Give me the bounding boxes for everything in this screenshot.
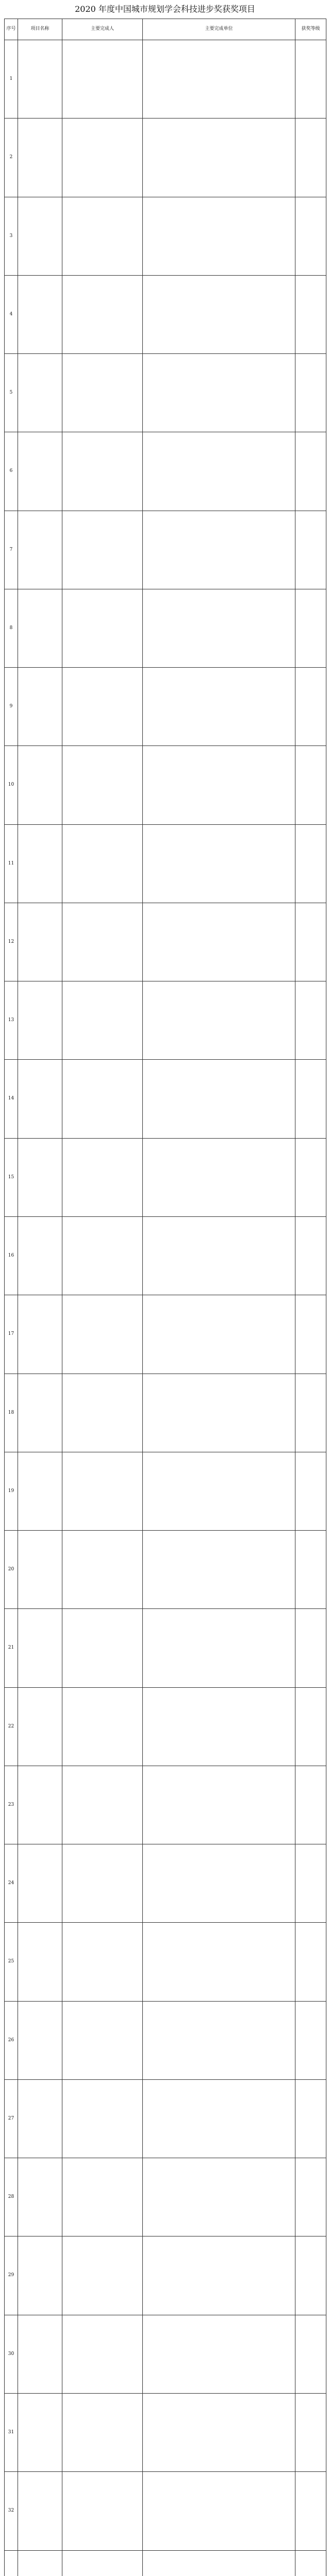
cell-project bbox=[18, 2079, 62, 2158]
cell-units bbox=[143, 1531, 295, 1609]
table-row bbox=[5, 1531, 326, 1609]
cell-project bbox=[18, 1766, 62, 1844]
cell-project bbox=[18, 1452, 62, 1530]
table-row bbox=[5, 2079, 326, 2158]
cell-project bbox=[18, 1844, 62, 1923]
cell-people bbox=[62, 1609, 143, 1687]
table-row bbox=[5, 511, 326, 589]
cell-units bbox=[143, 118, 295, 197]
cell-people bbox=[62, 432, 143, 511]
cell-num: 4 bbox=[5, 275, 18, 353]
cell-project bbox=[18, 2315, 62, 2393]
table-row bbox=[5, 354, 326, 432]
table-row bbox=[5, 1766, 326, 1844]
cell-grade bbox=[295, 1844, 326, 1923]
cell-grade bbox=[295, 1216, 326, 1295]
cell-grade bbox=[295, 746, 326, 824]
table-row bbox=[5, 589, 326, 667]
cell-num: 28 bbox=[5, 2158, 18, 2236]
cell-num: 5 bbox=[5, 354, 18, 432]
table-header-row bbox=[5, 19, 326, 40]
cell-project bbox=[18, 1374, 62, 1452]
cell-people bbox=[62, 1531, 143, 1609]
cell-units bbox=[143, 1923, 295, 2001]
table-row bbox=[5, 118, 326, 197]
cell-project bbox=[18, 1923, 62, 2001]
cell-units bbox=[143, 1844, 295, 1923]
cell-project bbox=[18, 1609, 62, 1687]
cell-num: 23 bbox=[5, 1766, 18, 1844]
cell-project bbox=[18, 118, 62, 197]
cell-num: 13 bbox=[5, 981, 18, 1060]
cell-grade bbox=[295, 1766, 326, 1844]
cell-grade bbox=[295, 1687, 326, 1766]
header-grade: 获奖等级 bbox=[295, 19, 326, 40]
cell-units bbox=[143, 1609, 295, 1687]
table-row bbox=[5, 1452, 326, 1530]
cell-num: 2 bbox=[5, 118, 18, 197]
cell-project bbox=[18, 432, 62, 511]
cell-project bbox=[18, 981, 62, 1060]
table-row bbox=[5, 1216, 326, 1295]
cell-units bbox=[143, 903, 295, 981]
cell-grade bbox=[295, 589, 326, 667]
cell-people bbox=[62, 2236, 143, 2315]
table-row bbox=[5, 1374, 326, 1452]
cell-grade bbox=[295, 824, 326, 903]
cell-people bbox=[62, 2001, 143, 2079]
cell-people bbox=[62, 354, 143, 432]
header-people: 主要完成人 bbox=[62, 19, 143, 40]
cell-num: 24 bbox=[5, 1844, 18, 1923]
cell-project bbox=[18, 2393, 62, 2471]
cell-units bbox=[143, 824, 295, 903]
cell-units bbox=[143, 2079, 295, 2158]
cell-num: 31 bbox=[5, 2393, 18, 2471]
table-row bbox=[5, 2472, 326, 2550]
cell-project bbox=[18, 2472, 62, 2550]
cell-project bbox=[18, 1216, 62, 1295]
cell-units bbox=[143, 2001, 295, 2079]
cell-people bbox=[62, 668, 143, 746]
table-row bbox=[5, 40, 326, 118]
cell-units bbox=[143, 1452, 295, 1530]
cell-people bbox=[62, 1766, 143, 1844]
table-body bbox=[5, 40, 326, 2576]
cell-grade bbox=[295, 903, 326, 981]
cell-grade bbox=[295, 2236, 326, 2315]
cell-people bbox=[62, 275, 143, 353]
table-row bbox=[5, 1687, 326, 1766]
cell-num: 14 bbox=[5, 1060, 18, 1138]
cell-people bbox=[62, 2550, 143, 2576]
cell-num: 19 bbox=[5, 1452, 18, 1530]
cell-people bbox=[62, 2079, 143, 2158]
cell-project bbox=[18, 2001, 62, 2079]
cell-grade bbox=[295, 2158, 326, 2236]
cell-num: 21 bbox=[5, 1609, 18, 1687]
cell-units bbox=[143, 275, 295, 353]
table-row bbox=[5, 432, 326, 511]
cell-units bbox=[143, 197, 295, 275]
cell-units bbox=[143, 2236, 295, 2315]
cell-people bbox=[62, 1295, 143, 1374]
cell-units bbox=[143, 1687, 295, 1766]
cell-people bbox=[62, 197, 143, 275]
cell-units bbox=[143, 2550, 295, 2576]
cell-grade bbox=[295, 1531, 326, 1609]
cell-grade bbox=[295, 1452, 326, 1530]
cell-people bbox=[62, 2315, 143, 2393]
cell-people bbox=[62, 1060, 143, 1138]
header-num: 序号 bbox=[5, 19, 18, 40]
cell-num: 15 bbox=[5, 1138, 18, 1216]
cell-num: 27 bbox=[5, 2079, 18, 2158]
cell-num: 16 bbox=[5, 1216, 18, 1295]
cell-num: 18 bbox=[5, 1374, 18, 1452]
cell-grade bbox=[295, 432, 326, 511]
table-row bbox=[5, 2001, 326, 2079]
table-row bbox=[5, 1060, 326, 1138]
cell-units bbox=[143, 2315, 295, 2393]
cell-num: 22 bbox=[5, 1687, 18, 1766]
cell-grade bbox=[295, 197, 326, 275]
cell-num bbox=[5, 2550, 18, 2576]
cell-num: 26 bbox=[5, 2001, 18, 2079]
cell-grade bbox=[295, 1060, 326, 1138]
cell-units bbox=[143, 1060, 295, 1138]
cell-num: 8 bbox=[5, 589, 18, 667]
cell-grade bbox=[295, 2315, 326, 2393]
table-row bbox=[5, 1295, 326, 1374]
cell-num: 12 bbox=[5, 903, 18, 981]
cell-project bbox=[18, 1060, 62, 1138]
cell-units bbox=[143, 1138, 295, 1216]
cell-people bbox=[62, 1374, 143, 1452]
cell-num: 3 bbox=[5, 197, 18, 275]
cell-project bbox=[18, 511, 62, 589]
cell-units bbox=[143, 668, 295, 746]
cell-project bbox=[18, 2158, 62, 2236]
cell-project bbox=[18, 197, 62, 275]
cell-project bbox=[18, 903, 62, 981]
cell-people bbox=[62, 2472, 143, 2550]
cell-num: 32 bbox=[5, 2472, 18, 2550]
table-row bbox=[5, 824, 326, 903]
cell-units bbox=[143, 40, 295, 118]
table-row bbox=[5, 2393, 326, 2471]
cell-grade bbox=[295, 2472, 326, 2550]
cell-num: 20 bbox=[5, 1531, 18, 1609]
cell-project bbox=[18, 354, 62, 432]
cell-num: 9 bbox=[5, 668, 18, 746]
cell-units bbox=[143, 2472, 295, 2550]
cell-num: 7 bbox=[5, 511, 18, 589]
table-row bbox=[5, 197, 326, 275]
cell-project bbox=[18, 40, 62, 118]
cell-people bbox=[62, 981, 143, 1060]
table-row bbox=[5, 2315, 326, 2393]
cell-people bbox=[62, 2158, 143, 2236]
cell-grade bbox=[295, 2079, 326, 2158]
cell-grade bbox=[295, 1374, 326, 1452]
cell-num: 6 bbox=[5, 432, 18, 511]
cell-units bbox=[143, 1216, 295, 1295]
cell-grade bbox=[295, 1609, 326, 1687]
cell-units bbox=[143, 589, 295, 667]
cell-num: 10 bbox=[5, 746, 18, 824]
cell-num: 29 bbox=[5, 2236, 18, 2315]
cell-project bbox=[18, 824, 62, 903]
cell-people bbox=[62, 1138, 143, 1216]
cell-project bbox=[18, 1138, 62, 1216]
document-title: 2020 年度中国城市规划学会科技进步奖获奖项目 bbox=[75, 4, 255, 14]
table-row bbox=[5, 1138, 326, 1216]
cell-units bbox=[143, 1295, 295, 1374]
cell-grade bbox=[295, 1295, 326, 1374]
cell-people bbox=[62, 589, 143, 667]
cell-grade bbox=[295, 668, 326, 746]
table-row bbox=[5, 2158, 326, 2236]
table-row bbox=[5, 1844, 326, 1923]
cell-project bbox=[18, 1531, 62, 1609]
table-row bbox=[5, 2550, 326, 2576]
cell-num: 30 bbox=[5, 2315, 18, 2393]
cell-num: 1 bbox=[5, 40, 18, 118]
table-row bbox=[5, 981, 326, 1060]
cell-people bbox=[62, 1844, 143, 1923]
cell-people bbox=[62, 2393, 143, 2471]
cell-grade bbox=[295, 275, 326, 353]
cell-units bbox=[143, 1766, 295, 1844]
cell-num: 17 bbox=[5, 1295, 18, 1374]
cell-grade bbox=[295, 2001, 326, 2079]
cell-units bbox=[143, 981, 295, 1060]
cell-people bbox=[62, 1216, 143, 1295]
cell-num: 11 bbox=[5, 824, 18, 903]
table-row bbox=[5, 903, 326, 981]
cell-people bbox=[62, 746, 143, 824]
cell-people bbox=[62, 511, 143, 589]
cell-num: 25 bbox=[5, 1923, 18, 2001]
table-row bbox=[5, 1609, 326, 1687]
cell-units bbox=[143, 2393, 295, 2471]
table-row bbox=[5, 1923, 326, 2001]
cell-units bbox=[143, 2158, 295, 2236]
cell-project bbox=[18, 1687, 62, 1766]
header-project: 项目名称 bbox=[18, 19, 62, 40]
cell-grade bbox=[295, 40, 326, 118]
cell-project bbox=[18, 1295, 62, 1374]
awards-table bbox=[4, 19, 326, 2576]
table-row bbox=[5, 2236, 326, 2315]
cell-grade bbox=[295, 981, 326, 1060]
cell-grade bbox=[295, 2393, 326, 2471]
cell-people bbox=[62, 1923, 143, 2001]
cell-units bbox=[143, 511, 295, 589]
cell-people bbox=[62, 824, 143, 903]
cell-grade bbox=[295, 511, 326, 589]
cell-people bbox=[62, 1687, 143, 1766]
cell-grade bbox=[295, 1923, 326, 2001]
cell-project bbox=[18, 589, 62, 667]
cell-people bbox=[62, 40, 143, 118]
table-row bbox=[5, 275, 326, 353]
cell-units bbox=[143, 1374, 295, 1452]
cell-grade bbox=[295, 118, 326, 197]
table-row bbox=[5, 668, 326, 746]
cell-project bbox=[18, 2550, 62, 2576]
cell-units bbox=[143, 746, 295, 824]
cell-units bbox=[143, 354, 295, 432]
cell-grade bbox=[295, 2550, 326, 2576]
cell-project bbox=[18, 668, 62, 746]
cell-people bbox=[62, 1452, 143, 1530]
cell-project bbox=[18, 275, 62, 353]
cell-units bbox=[143, 432, 295, 511]
cell-people bbox=[62, 903, 143, 981]
cell-grade bbox=[295, 1138, 326, 1216]
cell-grade bbox=[295, 354, 326, 432]
cell-people bbox=[62, 118, 143, 197]
header-units: 主要完成单位 bbox=[143, 19, 295, 40]
cell-project bbox=[18, 746, 62, 824]
table-row bbox=[5, 746, 326, 824]
cell-project bbox=[18, 2236, 62, 2315]
